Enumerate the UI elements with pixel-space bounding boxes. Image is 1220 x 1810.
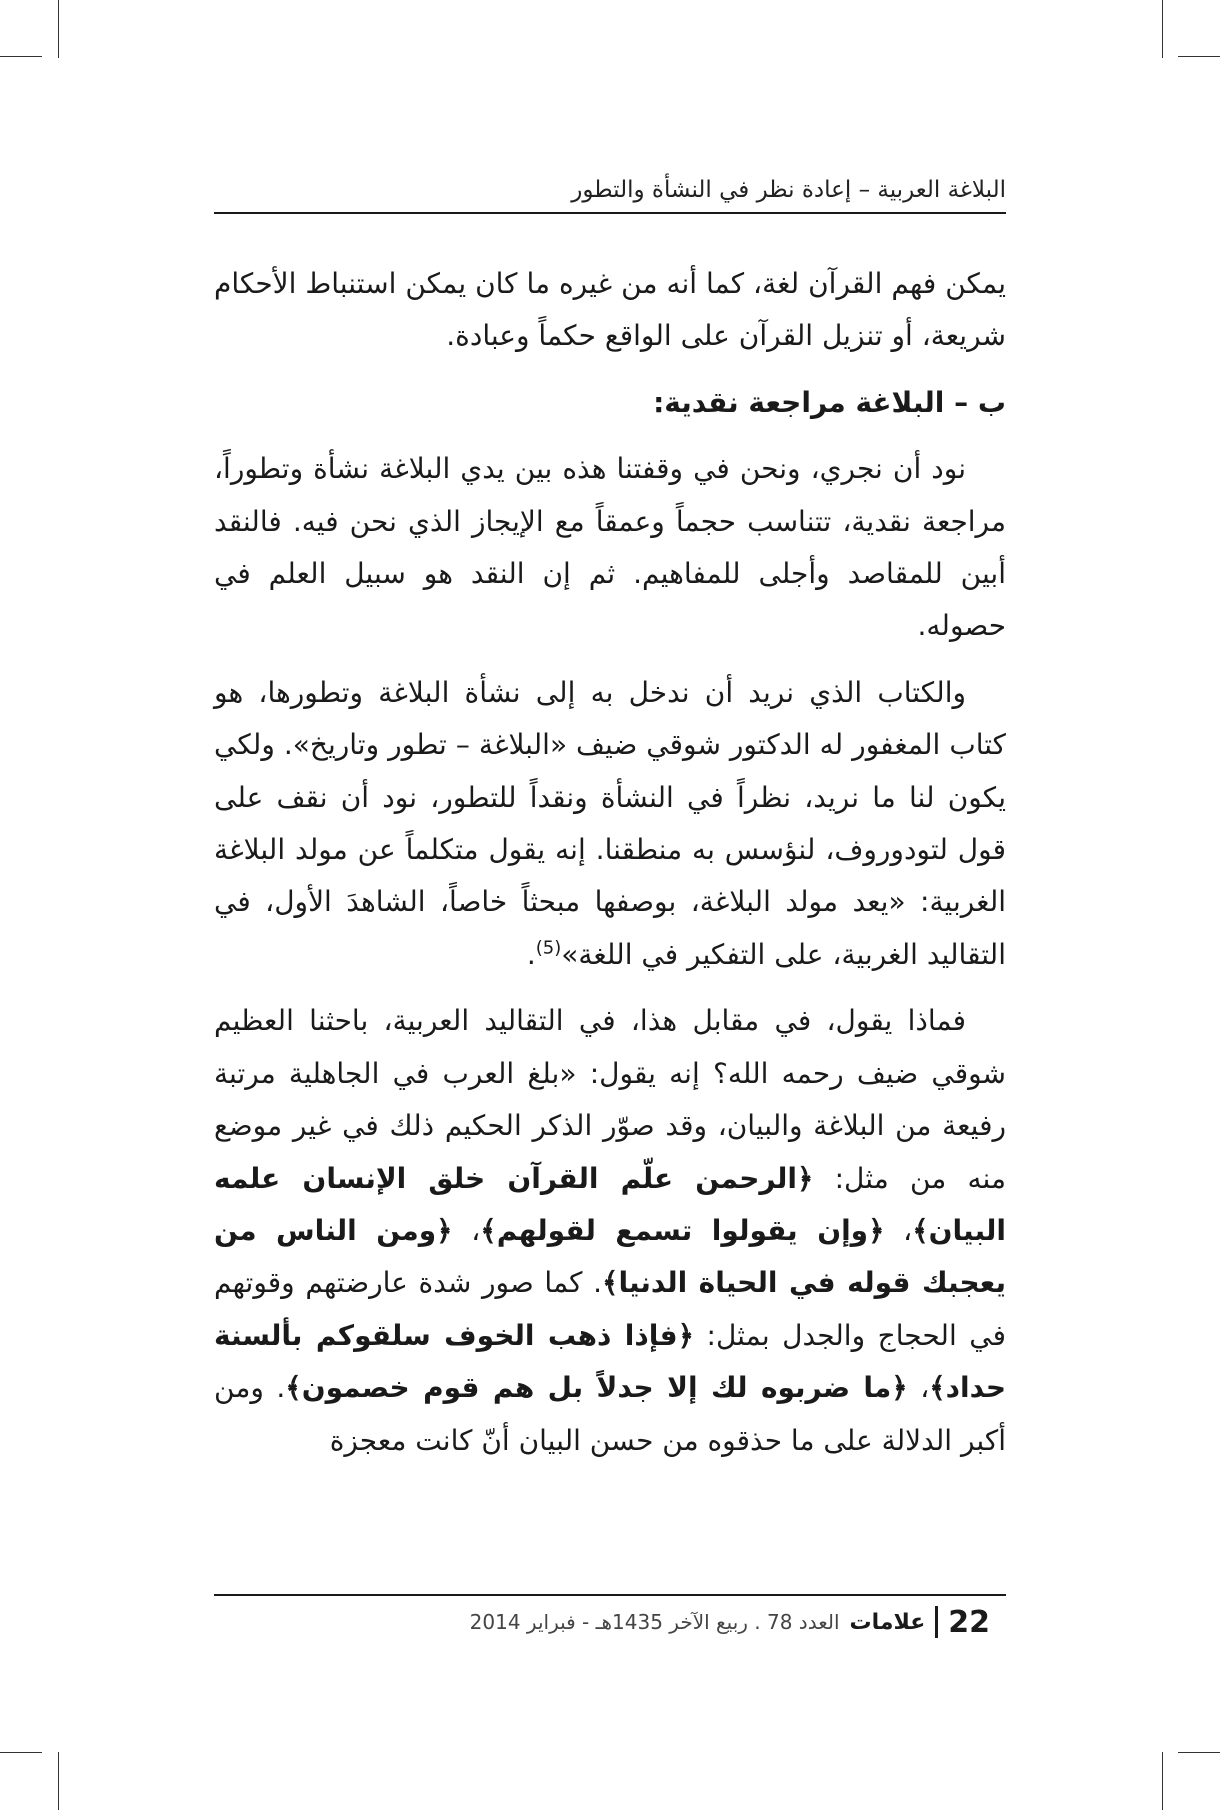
section-heading: ب – البلاغة مراجعة نقدية: [653,385,1006,419]
page-footer [214,1600,1006,1644]
article-body [214,258,1006,1481]
paragraph-4 [214,995,1006,1467]
journal-name: علامات [849,1609,926,1635]
separator: ، [452,1213,481,1247]
paragraph-1: يمكن فهم القرآن لغة، كما أنه من غيره ما كان يمكن استنباط الأحكام شريعة، أو تنزيل القرآن على الواقع حكماً وعبادة. [214,267,1006,353]
paragraph-3 [214,667,1006,981]
quran-quote-5: ﴿ما ضربوه لك إلا جدلاً بل هم قوم خصمون﴾ [285,1371,908,1405]
crop-mark [0,56,42,57]
paragraph-4-text-2: . كما صور شدة عارضتهم وقوتهم في الحجاج والجدل بمثل: [214,1266,1006,1352]
quran-quote-1: ﴿الرحمن علّم القرآن خلق الإنسان علمه البيان﴾ [214,1161,1006,1247]
footnote-reference: (5) [535,937,562,959]
crop-mark [58,0,59,58]
separator: ، [884,1213,913,1247]
quran-quote-4: ﴿فإذا ذهب الخوف سلقوكم بألسنة حداد﴾ [214,1318,1006,1405]
crop-mark [1162,1752,1163,1810]
quran-quote-3: ﴿ومن الناس من يعجبك قوله في الحياة الدنيا﴾ [214,1213,1006,1300]
footer-divider [935,1606,938,1638]
crop-mark [1178,56,1220,57]
footer-rule [214,1594,1006,1596]
crop-mark [1178,1752,1220,1753]
crop-mark [58,1752,59,1810]
paragraph-4-text-3: . ومن أكبر الدلالة على ما حذقوه من حسن البيان أنّ كانت معجزة [214,1371,1006,1457]
quran-quote-2: ﴿وإن يقولوا تسمع لقولهم﴾ [480,1213,885,1247]
page-number: 22 [948,1604,990,1640]
separator: ، [907,1371,930,1405]
issue-info: العدد 78 . ربيع الآخر 1435هـ - فبراير 2014 [469,1610,840,1634]
paragraph-3-end: . [526,937,536,971]
paragraph-3-text: والكتاب الذي نريد أن ندخل به إلى نشأة البلاغة وتطورها، هو كتاب المغفور له الدكتور شوقي ضيف «البلاغة – تطور وتاريخ». ولكي يكون لنا ما نريد، نظراً في النشأة ونقداً للتطور، نود أن نقف على قول لتودوروف، لنؤسس به منطقنا. إنه يقول متكلماً عن مولد البلاغة الغربية: «يعد مولد البلاغة، بوصفها مبحثاً خاصاً، الشاهدَ الأول، في التقاليد الغربية، على التفكير في اللغة» [214,675,1006,971]
paragraph-4-text-1: فماذا يقول، في مقابل هذا، في التقاليد العربية، باحثنا العظيم شوقي ضيف رحمه الله؟ إنه يقول: «بلغ العرب في الجاهلية مرتبة رفيعة من البلاغة والبيان، وقد صوّر الذكر الحكيم ذلك في غير موضع منه من مثل: [214,1004,1006,1195]
running-header: البلاغة العربية – إعادة نظر في النشأة والتطور [571,177,1006,203]
header-rule [214,212,1006,214]
paragraph-2: نود أن نجري، ونحن في وقفتنا هذه بين يدي البلاغة نشأة وتطوراً، مراجعة نقدية، تتناسب حجماً وعمقاً مع الإيجاز الذي نحن فيه. فالنقد أبين للمقاصد وأجلى للمفاهيم. ثم إن النقد هو سبيل العلم في حصوله. [214,452,1006,643]
crop-mark [0,1752,42,1753]
crop-mark [1162,0,1163,58]
